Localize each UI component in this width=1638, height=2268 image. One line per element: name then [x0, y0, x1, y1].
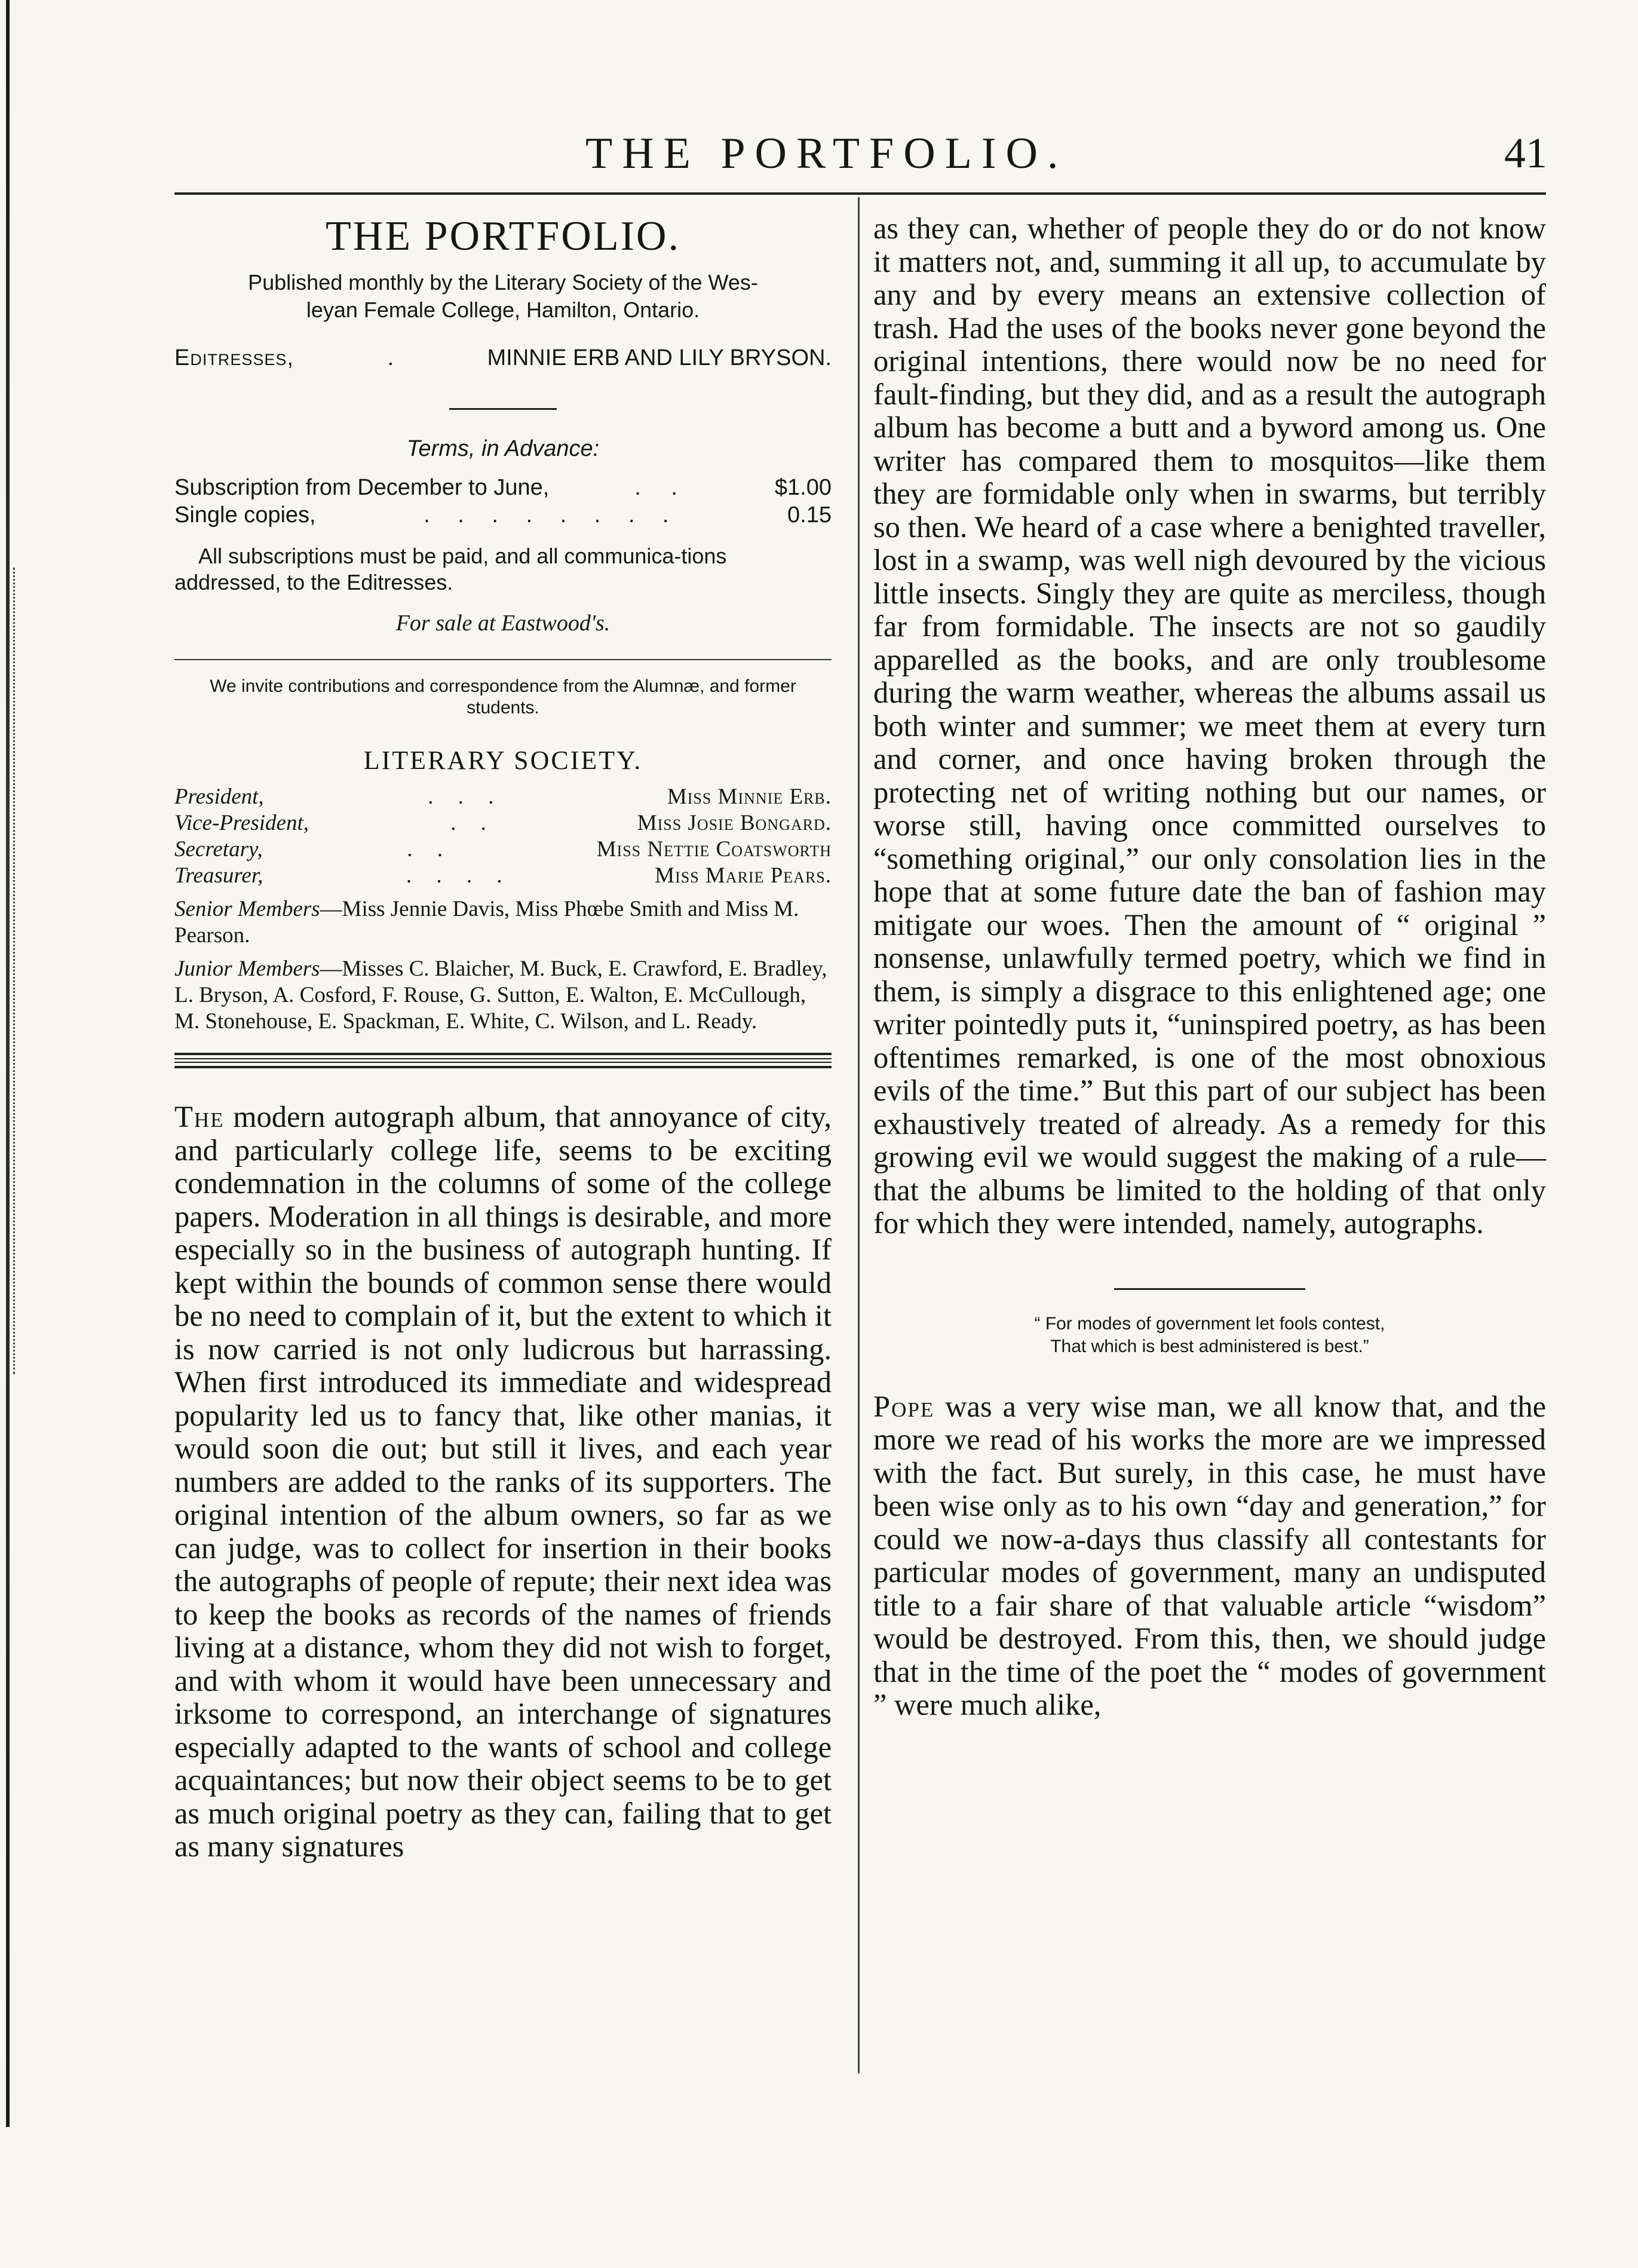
editresses-separator: . — [387, 345, 394, 370]
officer-row — [174, 863, 832, 889]
single-copies-price: 0.15 — [787, 502, 832, 528]
masthead-end-rule — [174, 1053, 832, 1059]
price-list — [174, 474, 832, 529]
quote-line-2: That which is best administered is best.” — [1050, 1336, 1369, 1356]
officer-dots: . . — [450, 811, 496, 835]
editresses-label: Editresses, — [174, 345, 294, 370]
article-body: modern autograph album, that annoyance of city, and particularly college life, seems to be exciting condemnation in the columns of some of the college papers. Moderation in all things is desirable, and more especially so in the business of autograph hunting. If kept within the bounds of common sense there would be no need to complain of it, but the extent to which it is now carried is not only ludicrous but harrassing. When first introduced its immediate and widespread popularity led us to fancy that, like other manias, it would soon die out; but still it lives, and each year numbers are added to the ranks of its supporters. The original intention of the album owners, so far as we can judge, was to collect for insertion in their books the autographs of people of repute; their next idea was to keep the books as records of the names of friends living at a distance, whom they did not wish to forget, and with whom it would have been unnecessary and irksome to correspond, an interchange of signatures especially adapted to the wants of school and college acquaintances; but now their object seems to be to get as much original poetry as they can, failing that to get as many signatures — [174, 1100, 832, 1863]
pope-article — [873, 1390, 1546, 1722]
officer-row — [174, 836, 832, 863]
right-column — [873, 212, 1546, 1722]
contributions-invite: We invite contributions and correspondence from the Alumnæ, and former students. — [210, 676, 796, 718]
page-number: 41 — [1504, 129, 1547, 177]
officer-role: Treasurer, — [174, 863, 263, 888]
officer-name: Miss Marie Pears. — [655, 863, 832, 888]
officer-role: President, — [174, 784, 264, 809]
officer-name: Miss Minnie Erb. — [667, 784, 832, 809]
junior-members-text: —Misses C. Blaicher, M. Buck, E. Crawford, E. Bradley, L. Bryson, A. Cosford, F. Rouse, G. Sutton, E. Walton, E. McCullough, M. Stonehouse, E. Spackman, E. White, C. Wilson, and L. Ready. — [174, 957, 827, 1034]
left-column — [174, 197, 832, 1864]
officer-list — [174, 784, 832, 889]
subscription-notice: All subscriptions must be paid, and all communica-tions addressed, to the Editresses. — [174, 544, 727, 594]
single-copies-label: Single copies, — [174, 502, 316, 528]
single-copies-dots: . . . . . . . . — [424, 502, 680, 528]
officer-name: Miss Nettie Coatsworth — [596, 837, 832, 862]
header-rule — [174, 192, 1546, 195]
article-lead-word: The — [174, 1100, 225, 1133]
autograph-article-start — [174, 1101, 832, 1864]
senior-members — [174, 896, 832, 949]
terms-heading: Terms, in Advance: — [406, 436, 600, 461]
autograph-article-continued: as they can, whether of people they do or do not know it matters not, and, summing it all up, to accumulate by any and by every means an extensive collection of trash. Had the uses of the books never gone beyond the original intentions, there would now be no need for fault-finding, but they did, and as a result the autograph album has become a butt and a byword among us. One writer has compared them to mosquitos—like them they are formidable only when in swarms, but terribly so then. We heard of a case where a benighted traveller, lost in a swamp, was well nigh devoured by the vicious little insects. Singly they are quite as merciless, though far from formidable. The insects are not so gaudily apparelled as the books, and are only troublesome during the warm weather, whereas the albums assail us both winter and summer; we meet them at every turn and corner, and once having broken through the protecting net of writing nothing but our names, or worse still, having once committed ourselves to “something original,” our only consolation lies in the hope that at some future date the ban of fashion may mitigate our woes. Then the amount of “ original ” nonsense, unlawfully termed poetry, which we find in them, is simply a disgrace to this enlightened age; one writer pointedly puts it, “uninspired poetry, as has been oftentimes remarked, is one of the most obnoxious evils of the time.” But this part of our subject has been exhaustively treated of already. As a remedy for this growing evil we would suggest the making of a rule—that the albums be limited to the holding of that only for which they were intended, namely, autographs. — [873, 212, 1546, 1240]
senior-members-label: Senior Members — [174, 897, 320, 921]
pope-quote — [873, 1313, 1546, 1358]
subscription-label: Subscription from December to June, — [174, 475, 550, 500]
page-binding-edge — [6, 0, 10, 2127]
invite-rule — [174, 659, 832, 660]
senior-members-text: —Miss Jennie Davis, Miss Phœbe Smith and Miss M. Pearson. — [174, 897, 799, 948]
literary-society-heading: LITERARY SOCIETY. — [363, 746, 643, 775]
junior-members-label: Junior Members — [174, 957, 320, 981]
junior-members — [174, 956, 832, 1035]
page-binding-marks — [13, 568, 26, 1374]
section-divider — [449, 408, 557, 410]
editresses-names: MINNIE ERB AND LILY BRYSON. — [487, 345, 832, 370]
officer-role: Vice-President, — [174, 811, 309, 835]
masthead-title: THE PORTFOLIO. — [326, 213, 680, 259]
article-body: was a very wise man, we all know that, and the more we read of his works the more are we impressed with the fact. But surely, in this case, he must have been wise only as to his own “day and generation,” for could we now-a-days thus classify all contestants for particular modes of government, many an undisputed title to a fair share of that valuable article “wisdom” would be destroyed. From this, then, we should judge that in the time of the poet the “ modes of government ” were much alike, — [873, 1389, 1547, 1721]
officer-dots: . . — [407, 837, 452, 862]
for-sale-note: For sale at Eastwood's. — [395, 611, 611, 636]
single-copies-row — [174, 501, 832, 529]
officer-name: Miss Josie Bongard. — [637, 811, 832, 835]
running-title: THE PORTFOLIO. — [585, 129, 1068, 178]
officer-row — [174, 810, 832, 836]
running-head — [173, 128, 1547, 182]
subscription-row — [174, 474, 832, 501]
masthead-end-rule-2 — [174, 1062, 832, 1068]
officer-row — [174, 784, 832, 810]
subscription-price: $1.00 — [774, 475, 832, 500]
editresses-line — [174, 345, 832, 371]
column-rule — [858, 197, 860, 2073]
article-lead-word: Pope — [873, 1389, 935, 1423]
article-divider — [1114, 1288, 1305, 1290]
publisher-info — [174, 269, 832, 324]
quote-line-1: “ For modes of government let fools contest, — [1034, 1313, 1385, 1334]
publisher-line-2: leyan Female College, Hamilton, Ontario. — [306, 298, 700, 322]
subscription-dots: . . — [634, 475, 689, 500]
publisher-line-1: Published monthly by the Literary Society of the Wes- — [248, 270, 758, 295]
officer-dots: . . . . — [406, 863, 512, 888]
officer-dots: . . . — [428, 784, 504, 809]
officer-role: Secretary, — [174, 837, 263, 862]
